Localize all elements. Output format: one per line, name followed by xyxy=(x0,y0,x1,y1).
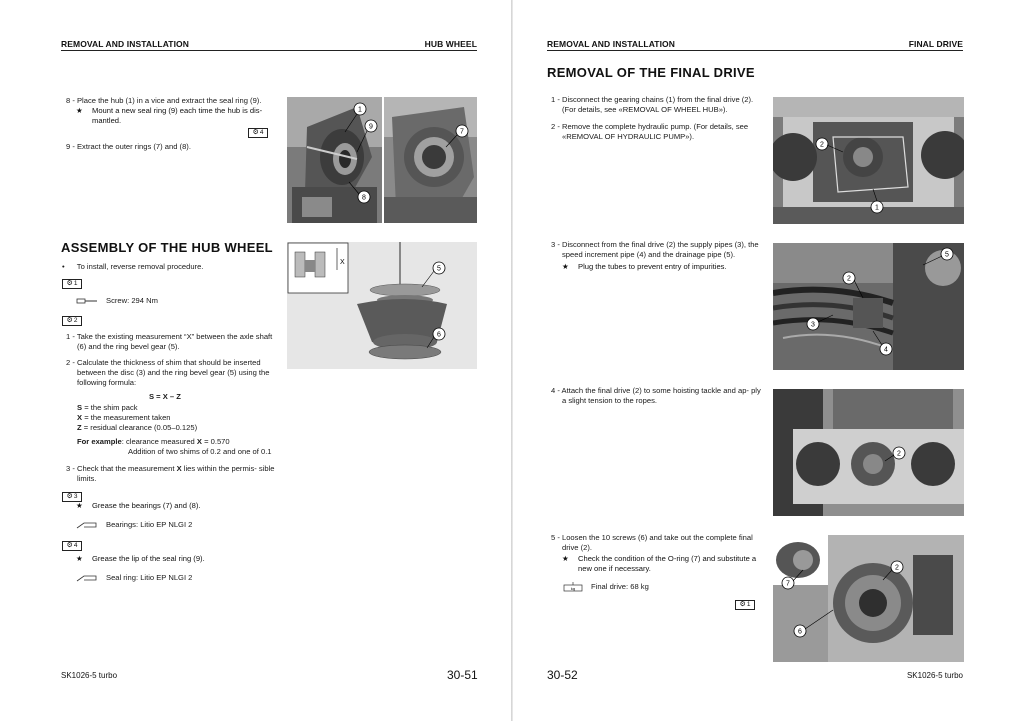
photo-hub-in-vice xyxy=(287,97,382,223)
right-page xyxy=(513,0,1024,721)
callout-1: 1 xyxy=(875,204,879,212)
photo-hoisting-final-drive xyxy=(773,389,964,516)
right-header-rule xyxy=(547,50,963,51)
photo-final-drive-removal xyxy=(773,535,964,662)
star-icon: ★ xyxy=(76,554,83,563)
assembly-step-2: 2 - Calculate the thickness of shim that should be inserted between the disc (3) and the ring bevel gear (5) using the following formula: xyxy=(66,358,270,388)
weight-icon xyxy=(563,582,583,592)
seal-ring-grease-spec: Seal ring: Litio EP NLGI 2 xyxy=(76,573,192,583)
assembly-step-1: 1 - Take the existing measurement “X” between the axle shaft (6) and the ring bevel gear (5). xyxy=(66,332,273,352)
grease-bearings-note: ★ Grease the bearings (7) and (8). xyxy=(76,501,201,510)
gear-icon: ⚙ xyxy=(66,542,73,549)
svg-text:kg: kg xyxy=(570,586,576,591)
right-footer-model: SK1026-5 turbo xyxy=(906,671,963,680)
left-header-rule xyxy=(61,50,477,51)
callout-7: 7 xyxy=(786,580,790,588)
photo-supply-pipes xyxy=(773,243,964,370)
gear-icon: ⚙ xyxy=(252,129,259,136)
step-8: 8 - Place the hub (1) in a vice and extract the seal ring (9). xyxy=(66,96,262,105)
callout-2: 2 xyxy=(820,141,824,149)
definition-s: S = the shim pack xyxy=(77,403,138,412)
grease-lip-note: ★ Grease the lip of the seal ring (9). xyxy=(76,554,205,563)
step-8-note xyxy=(76,106,276,126)
definition-x: X = the measurement taken xyxy=(77,413,171,422)
removal-step-5: 5 - Loosen the 10 screws (6) and take out the complete final drive (2). xyxy=(551,533,753,553)
shim-formula: S = X – Z xyxy=(149,392,181,401)
callout-8: 8 xyxy=(362,194,366,202)
callout-9: 9 xyxy=(369,123,373,131)
right-header-section: REMOVAL AND INSTALLATION xyxy=(547,39,676,49)
photo-hub-face xyxy=(384,97,477,223)
star-icon: ★ xyxy=(76,501,83,510)
hub-assembly-illustration xyxy=(287,242,477,369)
callout-7: 7 xyxy=(460,128,464,136)
left-header-chapter: HUB WHEEL xyxy=(424,39,477,49)
callout-6: 6 xyxy=(437,331,441,339)
step-9: 9 - Extract the outer rings (7) and (8). xyxy=(66,142,191,151)
callout-6: 6 xyxy=(798,628,802,636)
star-icon: ★ xyxy=(562,554,569,563)
photo-hub-assembly xyxy=(287,242,477,369)
left-page xyxy=(0,0,511,721)
callout-4: 4 xyxy=(884,346,888,354)
reference-box-1: ⚙1 xyxy=(735,600,755,610)
star-icon: ★ xyxy=(562,262,569,271)
reference-box-1: ⚙1 xyxy=(62,279,82,289)
reference-box-4: ⚙4 xyxy=(62,541,82,551)
callout-5: 5 xyxy=(437,265,441,273)
grease-gun-icon xyxy=(76,574,98,582)
o-ring-note: ★ Check the condition of the O-ring (7) and substitute a new one if necessary. xyxy=(562,554,757,574)
reference-box-2: ⚙2 xyxy=(62,316,82,326)
definition-z: Z = residual clearance (0.05–0.125) xyxy=(77,423,198,432)
callout-3: 3 xyxy=(811,321,815,329)
left-header-section: REMOVAL AND INSTALLATION xyxy=(61,39,190,49)
grease-gun-icon xyxy=(76,521,98,529)
hub-vice-illustration xyxy=(287,97,382,223)
example-line-1: For example: clearance measured X = 0.570 xyxy=(77,437,230,446)
callout-2: 2 xyxy=(847,275,851,283)
photo-gearing-chains xyxy=(773,97,964,224)
install-bullet: • To install, reverse removal procedure. xyxy=(62,262,204,271)
example-line-2: Addition of two shims of 0.2 and one of 0.1 xyxy=(128,447,272,456)
bullet-icon: • xyxy=(62,262,65,271)
star-icon: ★ xyxy=(76,106,83,115)
final-drive-removal-illustration xyxy=(773,535,964,662)
gear-icon: ⚙ xyxy=(739,601,746,608)
callout-2: 2 xyxy=(895,564,899,572)
supply-pipes-illustration xyxy=(773,243,964,370)
removal-step-3: 3 - Disconnect from the final drive (2) the supply pipes (3), the speed increment pipe (4) and the drainage pipe (5). xyxy=(551,240,759,260)
hoisting-illustration xyxy=(773,389,964,516)
reference-box: ⚙4 xyxy=(248,128,268,138)
final-drive-title: REMOVAL OF THE FINAL DRIVE xyxy=(547,65,755,80)
right-page-number: 30-52 xyxy=(547,668,578,682)
assembly-title: ASSEMBLY OF THE HUB WHEEL xyxy=(61,240,273,255)
final-drive-weight: kg Final drive: 68 kg xyxy=(563,582,649,592)
left-footer-model: SK1026-5 turbo xyxy=(61,671,118,680)
step-8-note-text: Mount a new seal ring (9) each time the hub is dis- mantled. xyxy=(92,106,263,126)
callout-1: 1 xyxy=(358,106,362,114)
assembly-step-3: 3 - Check that the measurement X lies within the permis- sible limits. xyxy=(66,464,275,484)
gearing-chains-illustration xyxy=(773,97,964,224)
callout-2: 2 xyxy=(897,450,901,458)
gear-icon: ⚙ xyxy=(66,317,73,324)
removal-step-4: 4 - Attach the final drive (2) to some hoisting tackle and ap- ply a slight tension to the ropes. xyxy=(551,386,761,406)
bearings-grease-spec: Bearings: Litio EP NLGI 2 xyxy=(76,520,192,530)
left-page-number: 30-51 xyxy=(447,668,478,682)
removal-step-2: 2 - Remove the complete hydraulic pump. (For details, see «REMOVAL OF HYDRAULIC PUMP»). xyxy=(551,122,749,142)
callout-5: 5 xyxy=(945,251,949,259)
removal-step-1: 1 - Disconnect the gearing chains (1) from the final drive (2). (For details, see «REMOVAL OF WHEEL HUB»). xyxy=(551,95,754,115)
gear-icon: ⚙ xyxy=(66,280,73,287)
right-header-chapter: FINAL DRIVE xyxy=(908,39,963,49)
torque-wrench-icon xyxy=(76,297,98,305)
callout-x: X xyxy=(340,259,345,266)
hub-face-illustration xyxy=(384,97,477,223)
screw-torque: Screw: 294 Nm xyxy=(76,296,158,306)
reference-box-3: ⚙3 xyxy=(62,492,82,502)
plug-tubes-note: ★ Plug the tubes to prevent entry of impurities. xyxy=(562,262,727,271)
gear-icon: ⚙ xyxy=(66,493,73,500)
